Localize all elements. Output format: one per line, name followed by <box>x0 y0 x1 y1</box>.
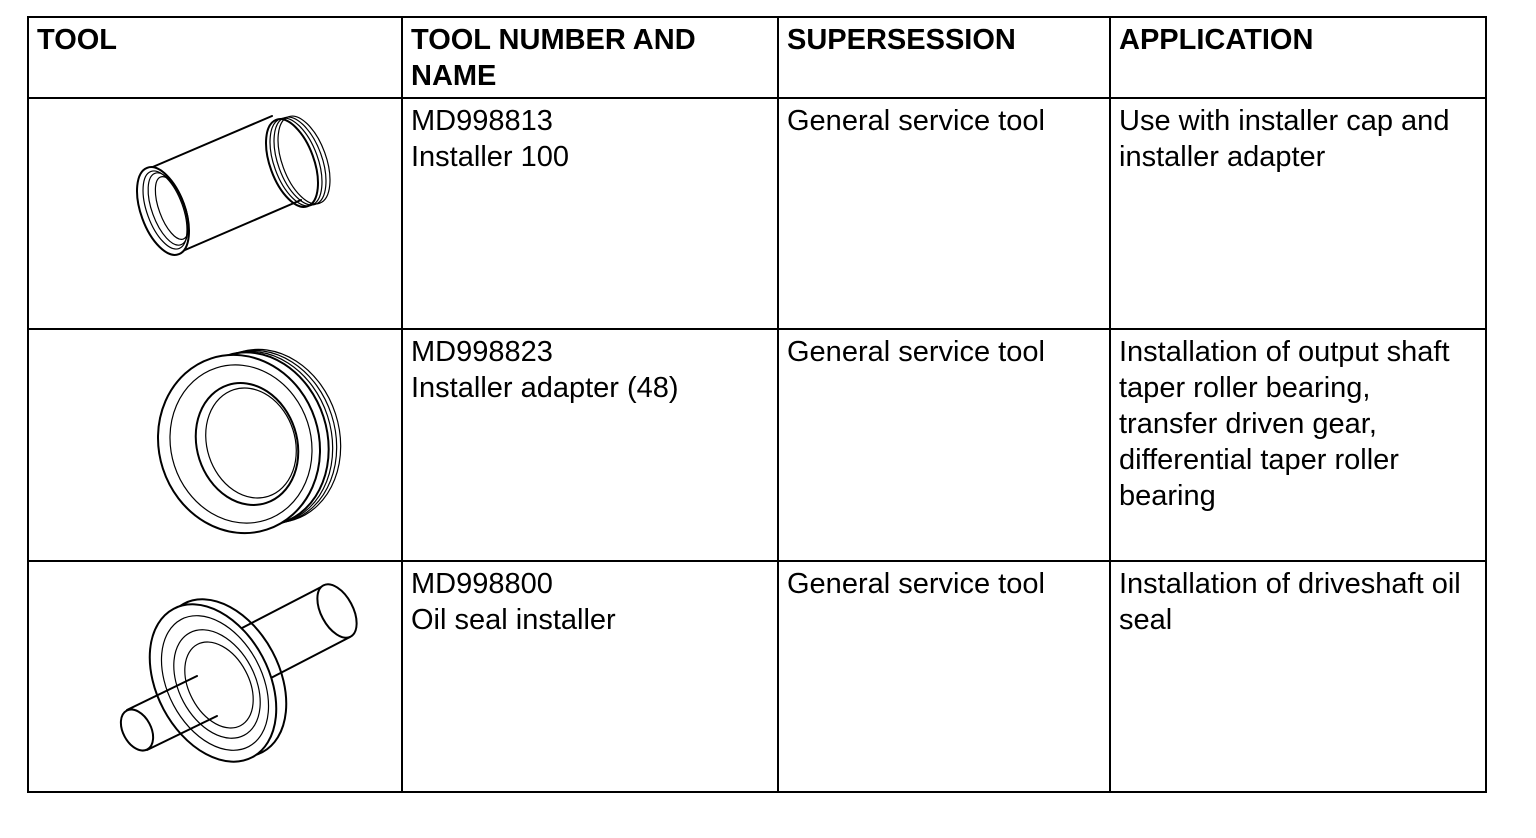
header-supersession: SUPERSESSION <box>778 17 1110 98</box>
table-row <box>28 561 1486 792</box>
supersession-cell: General service tool <box>778 561 1110 792</box>
application-cell: Installation of output shaft taper roller bearing, transfer driven gear, differential taper roller bearing <box>1110 329 1486 560</box>
application-cell: Use with installer cap and installer adapter <box>1110 98 1486 329</box>
application-cell: Installation of driveshaft oil seal <box>1110 561 1486 792</box>
table-row <box>28 98 1486 329</box>
installer-adapter-ring-icon <box>37 334 397 559</box>
tool-illustration-cell <box>28 98 402 329</box>
tool-name: Installer 100 <box>411 141 569 174</box>
tool-number-name-cell <box>402 561 778 792</box>
installer-cylinder-icon <box>37 103 397 328</box>
tool-illustration-cell <box>28 329 402 560</box>
supersession-cell: General service tool <box>778 98 1110 329</box>
header-application: APPLICATION <box>1110 17 1486 98</box>
special-tools-table <box>27 16 1487 793</box>
tool-number-name-cell <box>402 98 778 329</box>
header-row <box>28 17 1486 98</box>
tool-illustration-cell <box>28 561 402 792</box>
tool-number: MD998813 <box>411 105 553 138</box>
tool-name: Installer adapter (48) <box>411 372 679 405</box>
supersession-cell: General service tool <box>778 329 1110 560</box>
tool-number-name-cell <box>402 329 778 560</box>
header-tool: TOOL <box>28 17 402 98</box>
table-row <box>28 329 1486 560</box>
header-tool-number-and-name: TOOL NUMBER AND NAME <box>402 17 778 98</box>
tool-number: MD998800 <box>411 567 553 600</box>
oil-seal-installer-icon <box>37 566 397 791</box>
tool-name: Oil seal installer <box>411 603 616 636</box>
tool-number: MD998823 <box>411 336 553 369</box>
